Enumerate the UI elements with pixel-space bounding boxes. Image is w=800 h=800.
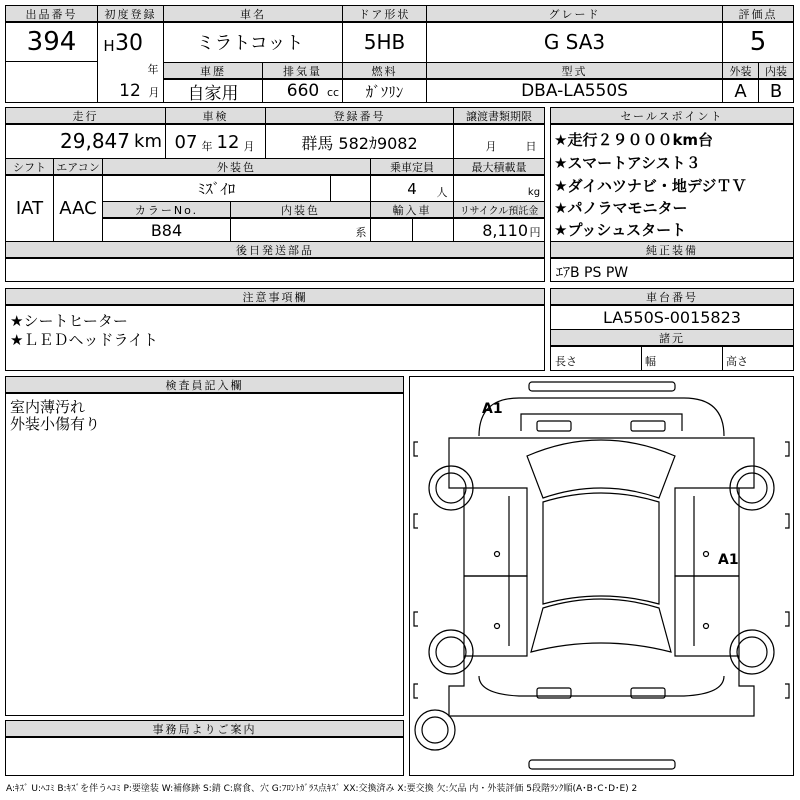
fuel-label: 燃料 <box>343 63 426 79</box>
legend-text: A:ｷｽﾞ U:ﾍｺﾐ B:ｷｽﾞを伴うﾍｺﾐ P:要塗装 W:補修跡 S:錆 C:腐食、穴 G:ﾌﾛﾝﾄｶﾞﾗｽ点ｷｽﾞ XX:交換済み X:要交換 欠:欠品 内・外装評価 5段階ﾗﾝｸ順(A･B･C･D･E) 2 <box>6 784 638 794</box>
first-reg-month-value: 12 <box>119 81 141 101</box>
sales-point-item: ★スマートアシスト３ <box>554 154 701 172</box>
car-diagram <box>409 376 794 776</box>
length-label: 長さ <box>555 355 577 368</box>
specs-label: 諸元 <box>551 330 793 346</box>
later-parts-label: 後日発送部品 <box>6 242 544 258</box>
transfer-day-unit: 日 <box>525 140 537 153</box>
chassis-number-value: LA550S-0015823 <box>603 308 741 327</box>
sales-point-item: ★ダイハツナビ・地デジＴＶ <box>554 177 747 195</box>
plate-label: 登録番号 <box>266 108 453 124</box>
plate-value: 群馬 582ｶ9082 <box>301 133 418 153</box>
exterior-color-value: ﾐｽﾞｲﾛ <box>197 179 236 198</box>
recycle-fee-unit: 円 <box>529 226 541 239</box>
max-load-unit: kg <box>527 186 541 198</box>
inspector-notes-label: 検査員記入欄 <box>6 377 403 393</box>
recycle-fee-value: 8,110 <box>482 220 528 240</box>
mileage-unit: km <box>134 130 162 152</box>
inspector-note: 室内薄汚れ <box>10 398 86 416</box>
door-type-value: 5HB <box>363 30 406 54</box>
interior-grade-label: 内装 <box>759 63 793 79</box>
car-name-value: ミラトコット <box>196 33 304 54</box>
mileage-label: 走行 <box>6 108 165 124</box>
transfer-deadline-label: 譲渡書類期限 <box>454 108 544 124</box>
caution-item: ★シートヒーター <box>10 312 128 330</box>
car-name-label: 車名 <box>164 6 342 22</box>
standard-equipment-label: 純正装備 <box>551 242 793 258</box>
import-label: 輸入車 <box>371 202 453 218</box>
caution-item: ★ＬＥＤヘッドライト <box>10 331 158 349</box>
door-type-label: ドア形状 <box>343 6 426 22</box>
aircon-label: エアコン <box>54 159 102 175</box>
chassis-number-label: 車台番号 <box>551 289 793 305</box>
max-load-label: 最大積載量 <box>454 159 544 175</box>
transfer-month-unit: 月 <box>485 140 497 153</box>
office-notice-label: 事務局よりご案内 <box>6 721 403 737</box>
seating-capacity-label: 乗車定員 <box>371 159 453 175</box>
car-history-label: 車歴 <box>164 63 262 79</box>
year-unit: 年 <box>147 63 159 76</box>
era-value: H <box>103 37 115 55</box>
first-reg-year-value: 30 <box>115 30 143 56</box>
inspector-note: 外装小傷有り <box>10 415 101 433</box>
standard-equipment-value: ｴｱB PS PW <box>556 265 629 281</box>
caution-label: 注意事項欄 <box>6 289 544 305</box>
inspection-month-value: 12 <box>216 131 240 153</box>
fuel-value: ｶﾞｿﾘﾝ <box>365 82 404 101</box>
height-label: 高さ <box>726 355 748 368</box>
interior-color-label: 内装色 <box>231 202 370 218</box>
grade-label: グレード <box>427 6 722 22</box>
lot-number-label: 出品番号 <box>6 6 97 22</box>
shift-value: IAT <box>15 198 44 219</box>
interior-color-unit: 系 <box>355 226 367 239</box>
lot-number-value: 394 <box>26 27 77 57</box>
car-history-value: 自家用 <box>187 83 239 104</box>
exterior-grade-value: A <box>734 80 747 102</box>
sales-point-item: ★パノラマモニター <box>554 199 688 217</box>
sales-point-item: ★走行２９０００km台 <box>554 131 714 149</box>
damage-mark: A1 <box>718 552 739 568</box>
mileage-value: 29,847 <box>60 129 130 153</box>
interior-grade-value: B <box>769 80 783 102</box>
aircon-value: AAC <box>59 198 97 219</box>
inspection-label: 車検 <box>166 108 265 124</box>
damage-mark: A1 <box>482 401 503 417</box>
score-label: 評価点 <box>723 6 793 22</box>
grade-value: G SA3 <box>543 30 606 54</box>
displacement-value: 660 <box>286 81 320 101</box>
inspection-month-unit: 月 <box>243 140 255 153</box>
inspection-year-unit: 年 <box>201 140 213 153</box>
month-unit: 月 <box>148 86 160 99</box>
exterior-color-label: 外装色 <box>103 159 370 175</box>
sales-point-item: ★プッシュスタート <box>554 221 687 239</box>
displacement-label: 排気量 <box>263 63 342 79</box>
seating-capacity-value: 4 <box>407 180 417 198</box>
color-number-value: B84 <box>150 220 183 240</box>
shift-label: シフト <box>6 159 53 175</box>
displacement-unit: cc <box>326 85 340 99</box>
model-value: DBA-LA550S <box>521 81 628 101</box>
score-value: 5 <box>749 27 767 57</box>
width-label: 幅 <box>645 355 656 368</box>
model-label: 型式 <box>427 63 722 79</box>
seating-unit: 人 <box>436 186 448 199</box>
recycle-fee-label: リサイクル預託金 <box>454 202 544 218</box>
exterior-grade-label: 外装 <box>723 63 758 79</box>
first-registration-label: 初度登録 <box>98 6 163 22</box>
sales-points-label: セールスポイント <box>551 108 793 124</box>
inspection-year-value: 07 <box>174 131 198 153</box>
color-number-label: カラーNo. <box>103 202 230 218</box>
